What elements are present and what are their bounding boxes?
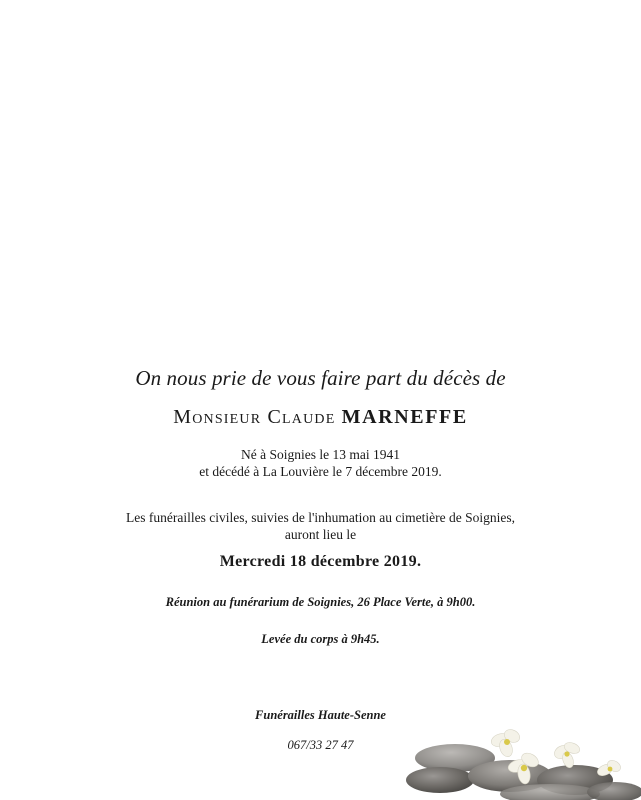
deceased-title-first-name: Monsieur Claude — [173, 406, 336, 428]
funeral-date: Mercredi 18 décembre 2019. — [219, 553, 422, 570]
funeral-phone: 067/33 27 47 — [287, 738, 354, 752]
funeral-company: Funérailles Haute-Senne — [255, 708, 386, 722]
meeting-info: Réunion au funérarium de Soignies, 26 Place Verte, à 9h00. — [165, 595, 476, 609]
notice-intro: On nous prie de vous faire part du décès de — [135, 366, 506, 390]
deceased-surname: MARNEFFE — [341, 406, 468, 428]
funeral-info-line1: Les funérailles civiles, suivies de l'inhumation au cimetière de Soignies, — [126, 510, 515, 525]
death-info: et décédé à La Louvière le 7 décembre 2019. — [199, 464, 442, 479]
funeral-info-line2: auront lieu le — [284, 527, 357, 542]
deceased-name — [0, 406, 641, 429]
birth-info: Né à Soignies le 13 mai 1941 — [241, 447, 400, 462]
levee-info: Levée du corps à 9h45. — [261, 632, 380, 646]
stones-and-orchids-icon — [400, 718, 641, 800]
